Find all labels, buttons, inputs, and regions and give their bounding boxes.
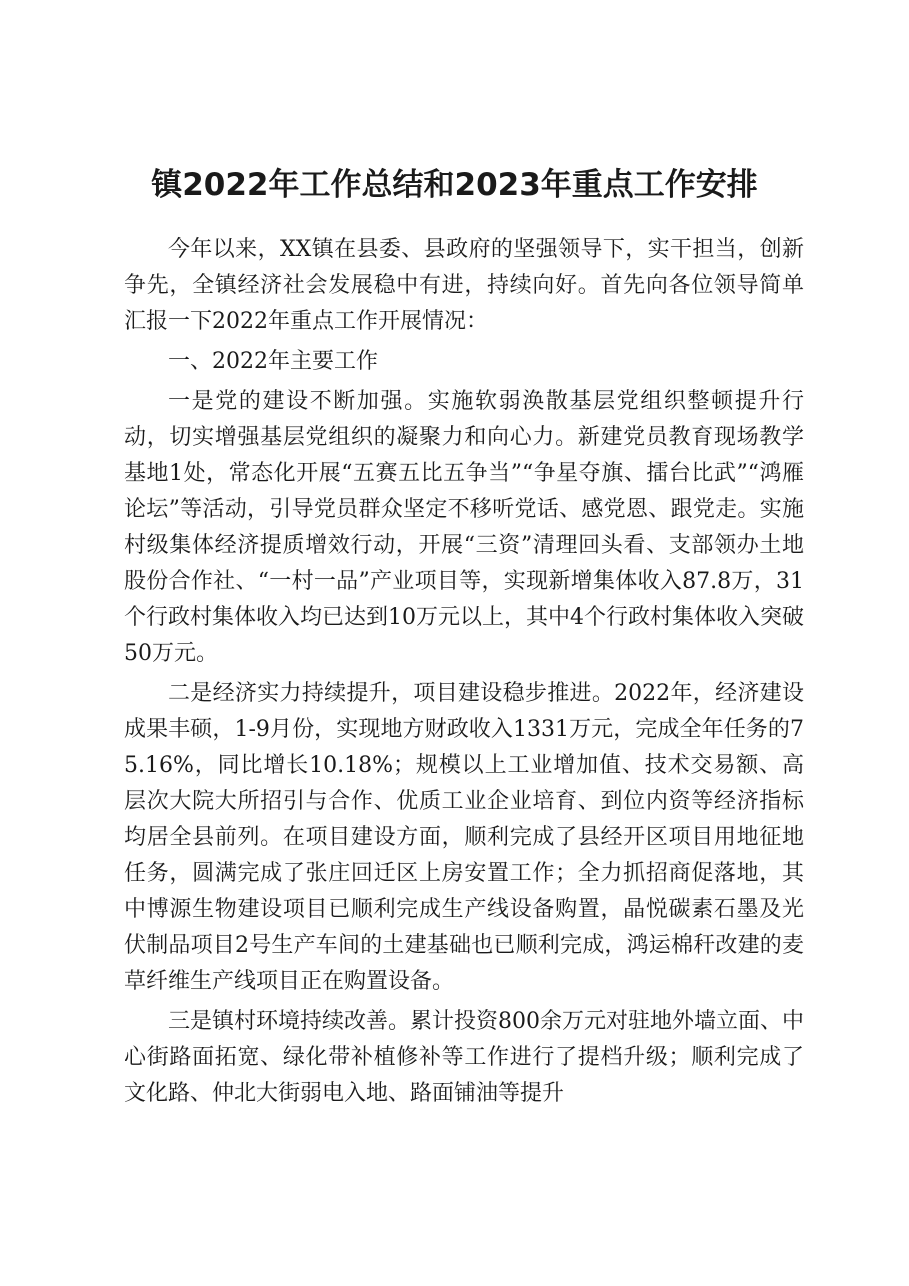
party-building-paragraph: 一是党的建设不断加强。实施软弱涣散基层党组织整顿提升行动，切实增强基层党组织的凝聚力和向心力。新建党员教育现场教学基地1处，常态化开展“五赛五比五争当”“争星夺旗、擂台比武”“鸿雁论坛”等活动，引导党员群众坚定不移听党话、感党恩、跟党走。实施村级集体经济提质增效行动，开展“三资”清理回头看、支部领办土地股份合作社、“一村一品”产业项目等，实现新增集体收入87.8万，31个行政村集体收入均已达到10万元以上，其中4个行政村集体收入突破50万元。 xyxy=(124,389,804,666)
document-title: 镇2022年工作总结和2023年重点工作安排 xyxy=(151,167,758,203)
economy-paragraph: 二是经济实力持续提升，项目建设稳步推进。2022年，经济建设成果丰硕，1-9月份，实现地方财政收入1331万元，完成全年任务的75.16%，同比增长10.18%；规模以上工业增加值、技术交易额、高层次大院大所招引与合作、优质工业企业培育、到位内资等经济指标均居全县前列。在项目建设方面，顺利完成了县经开区项目用地征地任务，圆满完成了张庄回迁区上房安置工作；全力抓招商促落地，其中博源生物建设项目已顺利完成生产线设备购置，晶悦碳素石墨及光伏制品项目2号生产车间的土建基础也已顺利完成，鸿运棉秆改建的麦草纤维生产线项目正在购置设备。 xyxy=(124,681,804,994)
intro-paragraph: 今年以来，XX镇在县委、县政府的坚强领导下，实干担当，创新争先，全镇经济社会发展稳中有进，持续向好。首先向各位领导简单汇报一下2022年重点工作开展情况： xyxy=(124,237,804,334)
environment-paragraph: 三是镇村环境持续改善。累计投资800余万元对驻地外墙立面、中心街路面拓宽、绿化带补植修补等工作进行了提档升级；顺利完成了文化路、仲北大街弱电入地、路面铺油等提升 xyxy=(124,1009,804,1106)
section-heading: 一、2022年主要工作 xyxy=(168,349,378,374)
document-body xyxy=(124,232,804,1116)
